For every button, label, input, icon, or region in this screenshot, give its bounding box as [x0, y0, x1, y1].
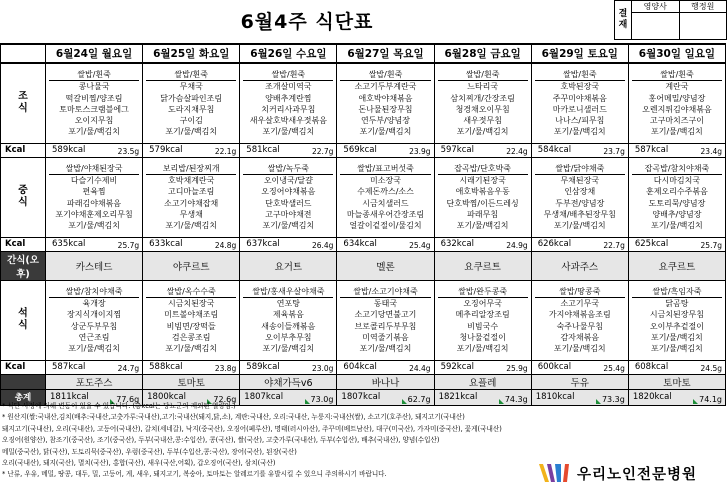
dish-item: 편육찜 [82, 187, 106, 197]
day-menu-cell [434, 63, 531, 143]
menu-table [0, 43, 726, 406]
day-menu-cell [337, 63, 434, 143]
dish-item: 포기/물/백김치 [68, 343, 120, 353]
protein-value: 23.0g [311, 363, 334, 373]
dish-item: 고디마늘조림 [168, 187, 215, 197]
dish-item: 무생채 [179, 209, 203, 219]
kcal-cell [628, 143, 725, 157]
note-line: 오징어(원양산), 참조기(중국산), 조기(중국산), 두부(국내산,콩:수입산), 콩(국산), 쌀(국산), 고춧가루(국내산), 두부(수입산), 배추(국내산), 양념(수입산) [2, 436, 440, 445]
dish-item: 브로콜리두부무침 [354, 321, 417, 331]
dish-item: 마늘종새우어간장조림 [346, 209, 425, 219]
total-protein-value: 74.1g [699, 394, 722, 404]
dish-item: 시래기된장국 [459, 176, 506, 186]
dish-item: 미역줄기볶음 [362, 332, 409, 342]
dish-item: 계란국 [665, 82, 689, 92]
kcal-value: 625kcal [634, 239, 669, 249]
dinner-snack-item: 바나나 [337, 374, 434, 389]
dish-item: 잡곡밥/참치야채죽 [632, 163, 722, 175]
dish-item: 파래김야채볶음 [67, 198, 122, 208]
dish-item: 마카로니샐러드 [552, 104, 607, 114]
dish-item: 애호박볶음우동 [455, 187, 510, 197]
dish-item: 소고기두부계란국 [354, 82, 417, 92]
kcal-row [1, 143, 726, 157]
protein-value: 22.7g [311, 146, 334, 156]
kcal-cell [531, 360, 628, 374]
logo-icon [537, 460, 571, 486]
dish-item: 포기/물/백김치 [651, 343, 703, 353]
dish-item: 포기/물/백김치 [165, 127, 218, 137]
dish-item: 청나물겉절이 [459, 332, 506, 342]
kcal-cell [337, 360, 434, 374]
meal-label-char: 중 [18, 185, 28, 196]
marker-triangle-icon [693, 399, 698, 404]
kcal-cell [46, 360, 143, 374]
dish-item: 단호박찜/이든드레싱 [446, 198, 519, 208]
day-menu-cell [143, 280, 240, 360]
dish-item: 닭곰탕 [665, 299, 689, 309]
hospital-logo [537, 453, 725, 493]
kcal-value: 581kcal [246, 145, 280, 155]
total-protein-value: 73.0g [310, 394, 334, 404]
protein-value: 23.8g [214, 363, 237, 373]
dish-item: 무채국 [179, 82, 203, 92]
dish-item: 호박된장국 [560, 82, 600, 92]
dinner-snack-item: 포도주스 [46, 374, 143, 389]
dish-item: 포기/물/백김치 [456, 127, 509, 137]
dish-item: 감자채볶음 [560, 332, 600, 342]
total-kcal: 1810kcal [535, 392, 575, 402]
meal-label-char: 조 [18, 91, 28, 103]
kcal-cell [46, 143, 143, 157]
day-header-row [1, 44, 726, 63]
protein-value: 26.4g [311, 240, 334, 250]
kcal-cell [531, 237, 628, 251]
protein-value: 24.5g [700, 363, 722, 373]
dish-item: 쌀밥/옥수수죽 [146, 286, 236, 298]
snack-item: 요거트 [240, 251, 337, 280]
dish-item: 삼치찌개/간장조림 [450, 93, 515, 103]
dish-item: 시금치샐러드 [362, 198, 409, 208]
total-kcal: 1800kcal [147, 392, 186, 402]
protein-value: 24.7g [117, 363, 140, 373]
day-menu-cell [434, 157, 531, 237]
day-menu-cell [531, 280, 628, 360]
dish-item: 도토리묵/양념장 [648, 198, 706, 208]
dish-item: 콩나물국 [78, 82, 110, 92]
day-menu-cell [46, 280, 143, 360]
dish-item: 닭가슴살파인조림 [160, 93, 223, 103]
dish-item: 파래무침 [467, 209, 499, 219]
total-protein [596, 395, 625, 404]
protein-value: 24.8g [214, 240, 237, 250]
dish-item: 수제돈까스/소스 [357, 187, 414, 197]
dish-item: 훈제오리수주볶음 [646, 187, 708, 197]
snack-item: 요쿠르트 [434, 251, 531, 280]
meal-label [1, 280, 46, 360]
meal-label [1, 63, 46, 143]
kcal-value: 608kcal [634, 362, 669, 372]
protein-value: 25.4g [409, 240, 431, 250]
kcal-cell [434, 360, 531, 374]
dish-item: 잡곡밥/단호박죽 [438, 163, 528, 175]
day-header: 6월29일 토요일 [531, 44, 628, 63]
approval-col-admin: 행정원 [679, 1, 727, 13]
dish-item: 포기/물/백김치 [262, 127, 315, 137]
total-protein-value: 62.7g [407, 394, 431, 404]
dish-item: 쌀밥/흰죽 [49, 69, 139, 81]
dish-item: 연포탕 [276, 299, 300, 309]
day-menu-cell [143, 157, 240, 237]
day-menu-cell [628, 280, 725, 360]
dinner-snack-label [1, 374, 46, 389]
meal-label-char: 석 [18, 308, 28, 319]
dish-item: 포기야채훈제오리무침 [55, 209, 133, 219]
total-kcal: 1820kcal [632, 392, 672, 402]
kcal-row [1, 360, 726, 374]
dish-item: 새우살호박새우젓볶음 [249, 115, 327, 125]
notes-block [2, 401, 532, 481]
dish-item: 연두부/양념장 [360, 115, 411, 125]
day-menu-cell [628, 63, 725, 143]
approval-sign-admin[interactable] [679, 13, 727, 40]
kcal-value: 587kcal [52, 362, 86, 372]
day-menu-cell [46, 157, 143, 237]
dish-item: 쌀밥/소고기야채죽 [340, 286, 430, 298]
dish-item: 단호박샐러드 [265, 198, 312, 208]
dish-item: 포기/물/백김치 [553, 220, 606, 230]
note-line: * 식단 사정에 의해 변동이 있을 수 있습니다. (총kcal는 당뇨군의 제외된 열량임.) [2, 402, 236, 410]
dish-item: 포기/물/백김치 [651, 220, 703, 230]
dish-item: 떡갈비찜/양조림 [65, 93, 123, 103]
day-menu-cell [46, 63, 143, 143]
dish-item: 쌀밥/녹두죽 [243, 163, 333, 175]
meal-row [1, 157, 726, 237]
protein-value: 24.4g [409, 363, 431, 373]
dish-item: 상군두부무침 [70, 321, 118, 331]
dish-item: 소고기당면불고기 [354, 310, 417, 320]
dinner-snack-row [1, 374, 726, 389]
dish-item: 비빔면/장떡들 [166, 321, 216, 331]
dish-item: 쌀밥/홍새우살야채죽 [243, 286, 333, 298]
protein-value: 22.1g [214, 146, 237, 156]
dish-item: 포기/물/백김치 [262, 343, 315, 353]
dish-item: 소고기무국 [560, 299, 600, 309]
note-line: * 난류, 우유, 메밀, 땅콩, 대두, 밀, 고등어, 게, 새우, 돼지고기, 복숭아, 토마토는 알레르기를 유발시킬 수 있으니 주의하시기 바랍니다. [2, 470, 387, 479]
kcal-value: 597kcal [440, 145, 474, 155]
kcal-cell [337, 143, 434, 157]
dish-item: 홍어메밀/양념장 [648, 93, 706, 103]
dish-item: 시금치된장국 [168, 299, 215, 309]
dish-item: 연근조림 [78, 332, 110, 342]
dish-item: 돈나물된장무침 [358, 104, 413, 114]
dish-item: 비빔국수 [467, 321, 499, 331]
dish-item: 구이김 [179, 115, 203, 125]
kcal-value: 588kcal [149, 362, 183, 372]
dish-item: 미소장국 [370, 176, 401, 186]
dish-item: 메추리알장조림 [455, 310, 510, 320]
meal-label-char: 식 [18, 103, 28, 115]
dish-item: 다시마김치국 [653, 176, 701, 186]
day-header: 6월27일 목요일 [337, 44, 434, 63]
kcal-cell [143, 237, 240, 251]
total-protein-value: 73.3g [601, 394, 625, 404]
dish-item: 무생채/배추된장무침 [543, 209, 616, 219]
dish-item: 무채된장국 [560, 176, 600, 186]
protein-value: 23.9g [409, 146, 431, 156]
kcal-value: 587kcal [634, 145, 669, 155]
snack-item: 사과주스 [531, 251, 628, 280]
kcal-label: Kcal [1, 143, 46, 157]
dish-item: 도라지채무침 [168, 104, 215, 114]
dish-item: 오징어무국 [463, 299, 502, 309]
day-header: 6월25일 화요일 [143, 44, 240, 63]
total-protein-value: 72.6g [213, 394, 237, 404]
dish-item: 포기/물/백김치 [456, 343, 509, 353]
dish-item: 포기/물/백김치 [553, 343, 606, 353]
dinner-snack-item: 야채가득v6 [240, 374, 337, 389]
kcal-value: 589kcal [52, 145, 86, 155]
dish-item: 쌀밥/닭야채죽 [535, 163, 625, 175]
dish-item: 오이부추무침 [265, 332, 312, 342]
dish-item: 포기/물/백김치 [553, 127, 606, 137]
dish-item: 느타리국 [467, 82, 499, 92]
dish-item: 쌀밥/흰죽 [438, 69, 528, 81]
total-kcal: 1811kcal [50, 392, 89, 402]
snack-row [1, 251, 726, 280]
kcal-label: Kcal [1, 237, 46, 251]
dish-item: 포기/물/백김치 [68, 220, 120, 230]
day-menu-cell [240, 157, 337, 237]
note-line: * 원산지(쌀:국내산,김치(배추:국내산,고춧가루:국내산),고기:국내산(돼지,닭,소), 계란:국내산, 오리:국내산, 누룽지:국내산(쌀), 소고기(호주산), 돼지고기(국내산) [2, 413, 465, 422]
protein-value: 24.9g [506, 240, 528, 250]
protein-value: 23.4g [700, 146, 722, 156]
dish-item: 청경채오이무침 [455, 104, 510, 114]
protein-value: 22.7g [603, 240, 625, 250]
day-menu-cell [240, 63, 337, 143]
total-cell [531, 389, 628, 405]
dish-item: 포기/물/백김치 [456, 220, 509, 230]
dish-item: 얼갈이겉절이/물김치 [349, 220, 422, 230]
dish-item: 포기/물/백김치 [165, 220, 218, 230]
dish-item: 양배추/양념장 [652, 209, 702, 219]
day-header: 6월30일 일요일 [628, 44, 725, 63]
dish-item: 인삼장채 [564, 187, 596, 197]
day-menu-cell [143, 63, 240, 143]
day-header: 6월28일 금요일 [434, 44, 531, 63]
dish-item: 다슬기수제비 [70, 176, 118, 186]
kcal-cell [434, 237, 531, 251]
kcal-value: 634kcal [343, 239, 377, 249]
dish-item: 포기/물/백김치 [651, 332, 703, 342]
snack-label: 간식(오후) [1, 251, 46, 280]
meal-row [1, 280, 726, 360]
dish-item: 고구마야채전 [265, 209, 312, 219]
dish-item: 포기/물/백김치 [359, 343, 412, 353]
kcal-value: 600kcal [537, 362, 572, 372]
kcal-value: 569kcal [343, 145, 377, 155]
day-menu-cell [628, 157, 725, 237]
dish-item: 육개장 [82, 299, 106, 309]
dish-item: 오렌지튀김야채볶음 [642, 104, 712, 114]
approval-label: 결재 [615, 1, 632, 40]
day-menu-cell [434, 280, 531, 360]
total-kcal: 1821kcal [438, 392, 478, 402]
meal-row [1, 63, 726, 143]
kcal-cell [628, 360, 725, 374]
dish-item: 호박채계란국 [168, 176, 215, 186]
note-line: 메밀(중국산), 닭(국산), 도토리묵(중국산), 우렁(중국산), 두부(수입산,콩:국산), 장어(국산), 된장(국산) [2, 447, 297, 456]
marker-triangle-icon [596, 399, 601, 404]
day-header: 6월24일 월요일 [46, 44, 143, 63]
kcal-cell [628, 237, 725, 251]
dish-item: 쌀밥/표고버섯죽 [340, 163, 430, 175]
total-protein [693, 395, 722, 404]
protein-value: 22.4g [506, 146, 528, 156]
dish-item: 쌀밥/흰죽 [340, 69, 430, 81]
kcal-cell [46, 237, 143, 251]
dish-item: 쌀밥/흰죽 [146, 69, 236, 81]
dish-item: 동태국 [373, 299, 398, 309]
kcal-value: 626kcal [537, 239, 572, 249]
kcal-value: 589kcal [246, 362, 280, 372]
dish-item: 보리밥/된장찌개 [146, 163, 236, 175]
dish-item: 미트볼야채조림 [164, 310, 219, 320]
protein-value: 23.7g [603, 146, 625, 156]
dish-item: 두부전/양념장 [555, 198, 605, 208]
dish-item: 오이냉국/달걀 [263, 176, 313, 186]
corner-cell [1, 44, 46, 63]
dish-item: 오이지무침 [74, 115, 114, 125]
dish-item: 고구마치즈구이 [649, 115, 704, 125]
dish-item: 치커리사과무침 [261, 104, 316, 114]
dish-item: 쌀밥/흑임자죽 [632, 286, 722, 298]
kcal-value: 584kcal [537, 145, 572, 155]
dish-item: 쌀밥/흰죽 [243, 69, 333, 81]
protein-value: 25.7g [700, 240, 722, 250]
kcal-cell [337, 237, 434, 251]
dish-item: 쌀밥/참치야채죽 [49, 286, 139, 298]
meal-label-char: 식 [18, 320, 28, 331]
dish-item: 검은콩조림 [171, 332, 211, 342]
kcal-cell [531, 143, 628, 157]
note-line: 오리(국내산), 돼지(국산), 멸치(국산), 홍합(국산), 새우(국산,어획), 갑오징어(국산), 삼치(국산) [2, 459, 276, 468]
page-title: 6월4주 식단표 [240, 10, 374, 33]
day-header: 6월26일 수요일 [240, 44, 337, 63]
dish-item: 새송이들깨볶음 [261, 321, 316, 331]
dish-item: 양배추계란찜 [265, 93, 312, 103]
day-menu-cell [531, 63, 628, 143]
day-menu-cell [531, 157, 628, 237]
kcal-label: Kcal [1, 360, 46, 374]
kcal-cell [240, 360, 337, 374]
day-menu-cell [240, 280, 337, 360]
total-protein-value: 77.6g [116, 394, 140, 404]
dish-item: 쌀밥/땅콩죽 [535, 286, 625, 298]
total-kcal: 1807kcal [341, 392, 381, 402]
day-menu-cell [337, 157, 434, 237]
dish-item: 장지식개이지찜 [67, 310, 122, 320]
protein-value: 23.5g [117, 146, 140, 156]
kcal-cell [240, 143, 337, 157]
snack-item: 요쿠르트 [628, 251, 725, 280]
kcal-cell [143, 143, 240, 157]
dish-item: 포기/물/백김치 [68, 127, 120, 137]
dish-item: 쌀밥/흰죽 [535, 69, 625, 81]
kcal-cell [143, 360, 240, 374]
note-line: 돼지고기(국내산), 오리(국내산), 고등어(국내산), 갈치(세네갈), 낙지(중국산), 오징어(페루산), 명태(러시아산), 주꾸미(베트남산), 대구(미국산), 가자미(중국산), 꽃게(국내산) [2, 424, 502, 433]
hospital-name: 우리노인전문병원 [577, 466, 698, 483]
kcal-value: 635kcal [52, 239, 86, 249]
protein-value: 25.4g [603, 363, 625, 373]
protein-value: 25.7g [117, 240, 140, 250]
dish-item: 포기/물/백김치 [359, 127, 412, 137]
dish-item: 가지야채볶음조림 [548, 310, 611, 320]
dinner-snack-item: 토마토 [143, 374, 240, 389]
dish-item: 애호박야채볶음 [358, 93, 413, 103]
total-cell [628, 389, 725, 405]
kcal-row [1, 237, 726, 251]
dinner-snack-item: 요플레 [434, 374, 531, 389]
kcal-value: 632kcal [440, 239, 474, 249]
meal-label [1, 157, 46, 237]
total-kcal: 1807kcal [244, 392, 284, 402]
meal-label-char: 식 [18, 197, 28, 208]
dinner-snack-item: 토마토 [628, 374, 725, 389]
dish-item: 포기/물/백김치 [165, 343, 218, 353]
dish-item: 토마토스크램블에그 [59, 104, 129, 114]
dish-item: 오이부추겉절이 [649, 321, 704, 331]
dish-item: 숙주나물무침 [556, 321, 603, 331]
total-protein-value: 74.3g [504, 394, 528, 404]
dish-item: 제육볶음 [272, 310, 304, 320]
dish-item: 포기/물/백김치 [262, 220, 315, 230]
kcal-cell [240, 237, 337, 251]
day-menu-cell [337, 280, 434, 360]
snack-item: 카스테드 [46, 251, 143, 280]
kcal-cell [434, 143, 531, 157]
dish-item: 포기/물/백김치 [651, 127, 703, 137]
snack-item: 야쿠르트 [143, 251, 240, 280]
dish-item: 주꾸미야채볶음 [552, 93, 607, 103]
total-label: 총계 [1, 389, 46, 405]
dish-item: 시금치된장무침 [649, 310, 704, 320]
dish-item: 쌀밥/야채된장국 [49, 163, 139, 175]
approval-col-dietitian: 영양사 [632, 1, 680, 13]
dish-item: 새우젓무침 [463, 115, 502, 125]
dish-item: 조개살미역국 [265, 82, 312, 92]
kcal-value: 637kcal [246, 239, 280, 249]
approval-box [614, 0, 727, 40]
dish-item: 소고기야채잡채 [164, 198, 219, 208]
snack-item: 멜론 [337, 251, 434, 280]
kcal-value: 592kcal [440, 362, 474, 372]
dish-item: 오징어야채볶음 [261, 187, 316, 197]
kcal-value: 579kcal [149, 145, 183, 155]
protein-value: 25.9g [506, 363, 528, 373]
dinner-snack-item: 두유 [531, 374, 628, 389]
dish-item: 나나스/피무침 [555, 115, 605, 125]
dish-item: 쌀밥/흰죽 [632, 69, 722, 81]
dish-item: 쌀밥/완두콩죽 [438, 286, 528, 298]
approval-sign-dietitian[interactable] [632, 13, 680, 40]
kcal-value: 633kcal [149, 239, 183, 249]
kcal-value: 604kcal [343, 362, 377, 372]
